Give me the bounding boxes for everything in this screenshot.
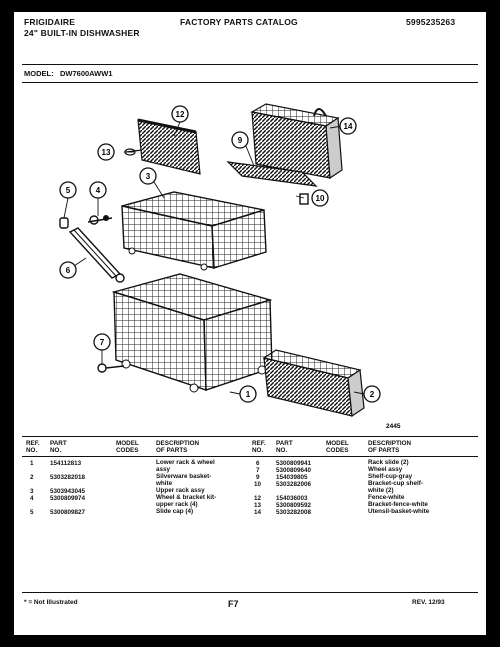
svg-text:2: 2 [369, 390, 375, 399]
table-row: 3 5303943045 Upper rack assy [30, 487, 205, 495]
silverware-basket-part [264, 350, 364, 416]
table-row: 6 5300809941 Rack slide (2) [256, 459, 409, 467]
svg-text:10: 10 [315, 194, 325, 203]
model-number: DW7600AWW1 [60, 69, 113, 78]
figure-number: 2445 [386, 423, 401, 430]
revision-date: REV. 12/93 [412, 599, 445, 606]
table-row: 2 5303282018 Silverware basket- white [30, 473, 212, 487]
header-part-right: PART NO. [276, 440, 293, 454]
callout-1 [240, 386, 256, 402]
table-header-rule [22, 456, 478, 457]
callout-6 [60, 262, 76, 278]
catalog-title: FACTORY PARTS CATALOG [180, 17, 298, 27]
fence-part [138, 120, 200, 174]
table-row: 9 154039805 Shelf-cup-gray [256, 473, 413, 481]
svg-text:5: 5 [65, 186, 71, 195]
parts-catalog-page [14, 12, 486, 635]
callout-10 [312, 190, 328, 206]
table-row: 1 154112813 Lower rack & wheel assy [30, 459, 215, 473]
table-top-rule [22, 436, 478, 437]
svg-text:6: 6 [65, 266, 71, 275]
header-ref-right: REF. NO. [252, 440, 266, 454]
svg-text:1: 1 [245, 390, 251, 399]
cup-shelf-bracket-part [300, 194, 308, 204]
header-rule [22, 64, 478, 65]
not-illustrated-note: * = Not Illustrated [24, 599, 78, 606]
right-rows [22, 460, 478, 516]
header-model-left: MODEL CODES [116, 440, 139, 454]
rack-slide-part [70, 228, 124, 282]
callout-3 [140, 168, 156, 184]
callout-13 [98, 144, 114, 160]
table-row: 5 5300809827 Slide cap (4) [30, 508, 194, 516]
product-name: 24" BUILT-IN DISHWASHER [24, 28, 140, 38]
slide-cap-part [60, 218, 68, 228]
upper-rack-part [122, 192, 266, 270]
page-number: F7 [228, 599, 239, 609]
table-row: 14 5303282008 Utensil-basket-white [254, 508, 430, 516]
table-row: 12 154036003 Fence-white [254, 494, 405, 502]
exploded-parts-diagram [14, 86, 486, 436]
header-desc-right: DESCRIPTION OF PARTS [368, 440, 412, 454]
callout-12 [172, 106, 188, 122]
callout-2 [364, 386, 380, 402]
model-rule [22, 82, 478, 83]
header-desc-left: DESCRIPTION OF PARTS [156, 440, 200, 454]
svg-text:9: 9 [237, 136, 243, 145]
svg-text:14: 14 [343, 122, 353, 131]
svg-text:12: 12 [175, 110, 185, 119]
header-part-left: PART NO. [50, 440, 67, 454]
callout-5 [60, 182, 76, 198]
svg-text:7: 7 [99, 338, 105, 347]
model-label: MODEL: [24, 69, 54, 78]
callout-14 [340, 118, 356, 134]
header-model-right: MODEL CODES [326, 440, 349, 454]
callout-4 [90, 182, 106, 198]
callout-9 [232, 132, 248, 148]
catalog-number: 5995235263 [406, 17, 456, 27]
wheel-bracket-kit-part [88, 215, 112, 224]
svg-text:4: 4 [95, 186, 101, 195]
wheel-assy-part [98, 364, 124, 372]
table-row: 13 5300809592 Bracket-fence-white [254, 501, 428, 509]
header-ref-left: REF. NO. [26, 440, 40, 454]
callout-7 [94, 334, 110, 350]
brand-name: FRIGIDAIRE [24, 17, 76, 27]
svg-text:13: 13 [101, 148, 111, 157]
table-row: 7 5300809640 Wheel assy [256, 466, 403, 474]
table-row: 4 5300809974 Wheel & bracket kit- upper rack (4) [30, 494, 217, 508]
table-row: 10 5303282006 Bracket-cup shelf- white (2) [254, 480, 423, 494]
footer-rule [22, 592, 478, 593]
svg-text:3: 3 [145, 172, 151, 181]
lower-rack-part [114, 274, 272, 392]
